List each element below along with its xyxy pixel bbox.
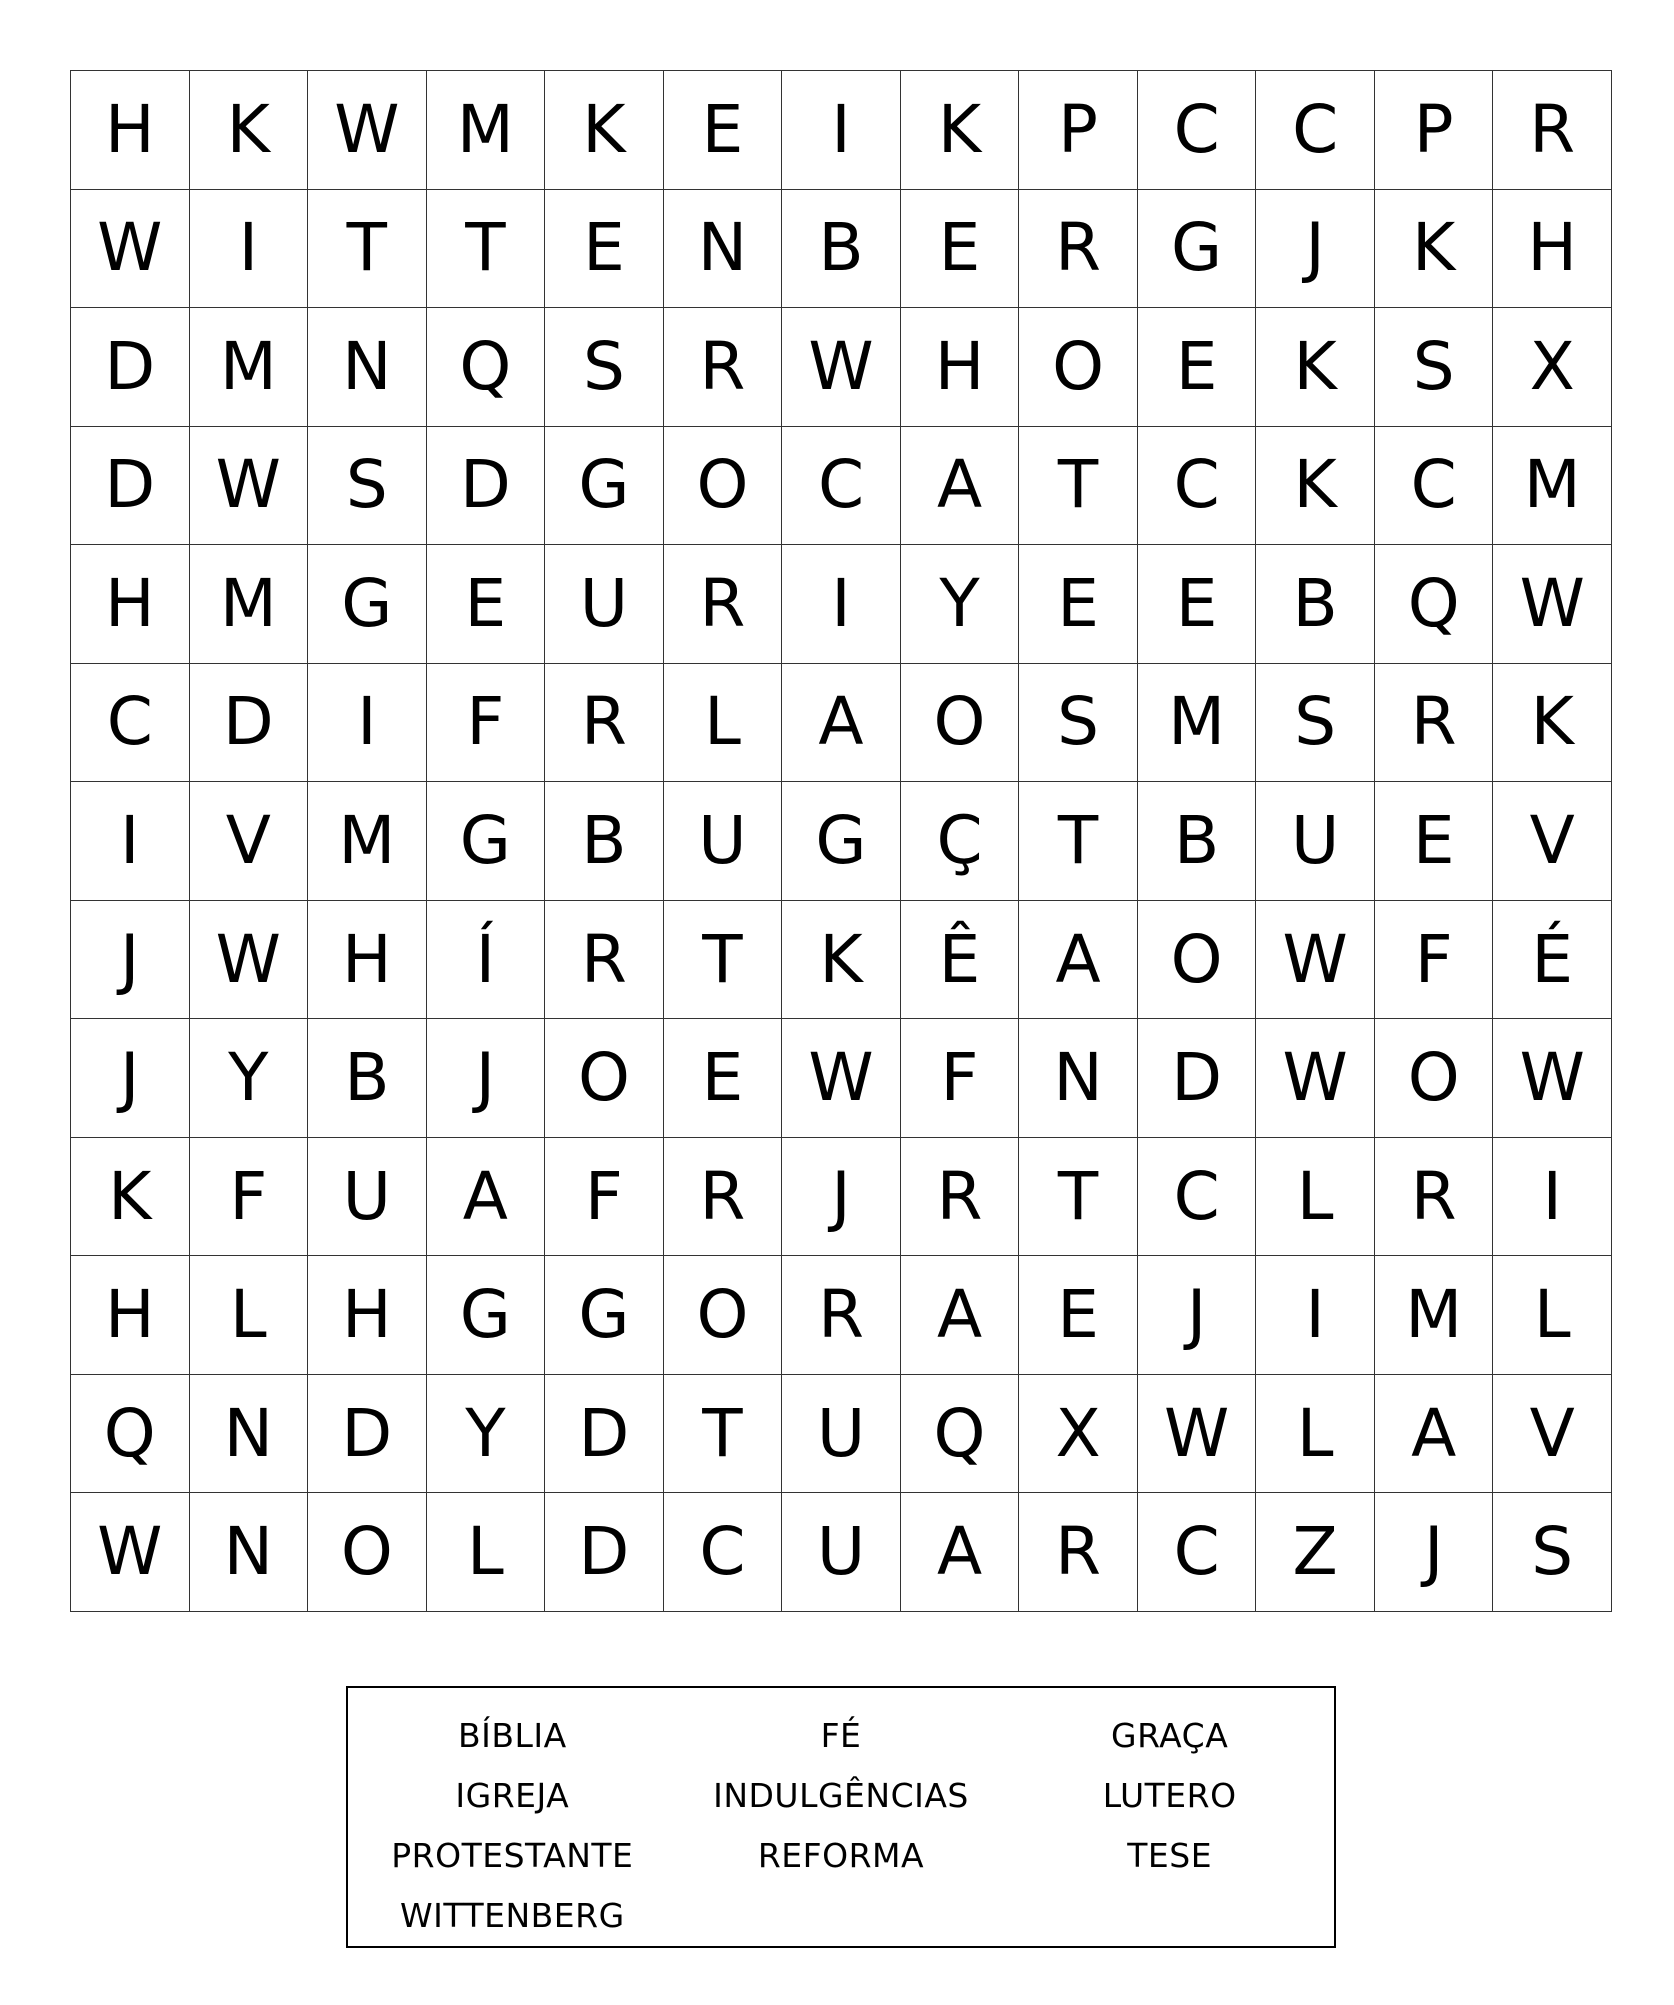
- grid-cell[interactable]: W: [782, 1019, 901, 1138]
- grid-cell[interactable]: F: [1375, 901, 1494, 1020]
- grid-cell[interactable]: S: [1256, 664, 1375, 783]
- grid-cell[interactable]: F: [427, 664, 546, 783]
- grid-cell[interactable]: Y: [190, 1019, 309, 1138]
- grid-cell[interactable]: O: [664, 1256, 783, 1375]
- grid-cell[interactable]: J: [782, 1138, 901, 1257]
- grid-cell[interactable]: T: [1019, 1138, 1138, 1257]
- grid-cell[interactable]: Y: [901, 545, 1020, 664]
- grid-cell[interactable]: I: [782, 71, 901, 190]
- grid-cell[interactable]: D: [71, 427, 190, 546]
- grid-cell[interactable]: W: [1493, 1019, 1612, 1138]
- grid-cell[interactable]: P: [1375, 71, 1494, 190]
- grid-cell[interactable]: A: [1019, 901, 1138, 1020]
- grid-cell[interactable]: C: [71, 664, 190, 783]
- grid-cell[interactable]: O: [664, 427, 783, 546]
- word-list-item: LUTERO: [1102, 1776, 1237, 1815]
- grid-cell[interactable]: S: [1375, 308, 1494, 427]
- grid-cell[interactable]: E: [901, 190, 1020, 309]
- grid-cell[interactable]: E: [1138, 308, 1257, 427]
- grid-cell[interactable]: K: [190, 71, 309, 190]
- grid-cell[interactable]: C: [782, 427, 901, 546]
- grid-cell[interactable]: A: [901, 427, 1020, 546]
- word-list-item: IGREJA: [455, 1776, 570, 1815]
- grid-cell[interactable]: T: [308, 190, 427, 309]
- grid-cell[interactable]: G: [1138, 190, 1257, 309]
- grid-cell[interactable]: L: [1256, 1138, 1375, 1257]
- grid-cell[interactable]: G: [545, 427, 664, 546]
- grid-cell[interactable]: B: [782, 190, 901, 309]
- grid-cell[interactable]: Q: [901, 1375, 1020, 1494]
- grid-cell[interactable]: G: [427, 1256, 546, 1375]
- grid-cell[interactable]: J: [1375, 1493, 1494, 1612]
- grid-cell[interactable]: H: [71, 1256, 190, 1375]
- grid-cell[interactable]: A: [901, 1493, 1020, 1612]
- grid-cell[interactable]: Ç: [901, 782, 1020, 901]
- grid-cell[interactable]: D: [308, 1375, 427, 1494]
- grid-cell[interactable]: G: [427, 782, 546, 901]
- grid-cell[interactable]: T: [664, 1375, 783, 1494]
- grid-cell[interactable]: U: [1256, 782, 1375, 901]
- grid-cell[interactable]: Í: [427, 901, 546, 1020]
- grid-cell[interactable]: M: [190, 545, 309, 664]
- grid-cell[interactable]: K: [1375, 190, 1494, 309]
- grid-cell[interactable]: J: [1256, 190, 1375, 309]
- grid-cell[interactable]: S: [1019, 664, 1138, 783]
- grid-cell[interactable]: E: [1019, 545, 1138, 664]
- grid-cell[interactable]: Q: [427, 308, 546, 427]
- grid-cell[interactable]: V: [1493, 782, 1612, 901]
- grid-cell[interactable]: J: [71, 1019, 190, 1138]
- grid-cell[interactable]: W: [1256, 1019, 1375, 1138]
- grid-cell[interactable]: R: [1019, 190, 1138, 309]
- grid-cell[interactable]: C: [1138, 1138, 1257, 1257]
- grid-cell[interactable]: R: [782, 1256, 901, 1375]
- grid-cell[interactable]: A: [901, 1256, 1020, 1375]
- grid-cell[interactable]: W: [190, 427, 309, 546]
- grid-cell[interactable]: D: [1138, 1019, 1257, 1138]
- grid-cell[interactable]: U: [782, 1493, 901, 1612]
- grid-cell[interactable]: K: [901, 71, 1020, 190]
- grid-cell[interactable]: I: [308, 664, 427, 783]
- grid-cell[interactable]: D: [71, 308, 190, 427]
- grid-cell[interactable]: K: [1256, 427, 1375, 546]
- grid-cell[interactable]: W: [1493, 545, 1612, 664]
- grid-cell[interactable]: U: [782, 1375, 901, 1494]
- grid-cell[interactable]: K: [1493, 664, 1612, 783]
- word-list-item: REFORMA: [757, 1836, 925, 1875]
- grid-cell[interactable]: F: [545, 1138, 664, 1257]
- grid-cell[interactable]: J: [1138, 1256, 1257, 1375]
- grid-cell[interactable]: H: [308, 901, 427, 1020]
- word-list-item: TESE: [1127, 1836, 1213, 1875]
- grid-cell[interactable]: W: [1256, 901, 1375, 1020]
- grid-cell[interactable]: Y: [427, 1375, 546, 1494]
- grid-cell[interactable]: M: [308, 782, 427, 901]
- grid-cell[interactable]: G: [782, 782, 901, 901]
- grid-cell[interactable]: R: [1019, 1493, 1138, 1612]
- grid-cell[interactable]: M: [427, 71, 546, 190]
- grid-cell[interactable]: U: [308, 1138, 427, 1257]
- grid-cell[interactable]: T: [1019, 427, 1138, 546]
- grid-cell[interactable]: H: [901, 308, 1020, 427]
- grid-cell[interactable]: T: [427, 190, 546, 309]
- grid-cell[interactable]: W: [308, 71, 427, 190]
- grid-cell[interactable]: K: [545, 71, 664, 190]
- grid-cell[interactable]: E: [664, 71, 783, 190]
- grid-cell[interactable]: W: [1138, 1375, 1257, 1494]
- grid-cell[interactable]: Z: [1256, 1493, 1375, 1612]
- grid-cell[interactable]: N: [190, 1375, 309, 1494]
- grid-cell[interactable]: Q: [71, 1375, 190, 1494]
- grid-cell[interactable]: I: [190, 190, 309, 309]
- grid-cell[interactable]: R: [664, 308, 783, 427]
- grid-cell[interactable]: S: [1493, 1493, 1612, 1612]
- grid-cell[interactable]: N: [664, 190, 783, 309]
- word-list-item: FÉ: [820, 1716, 862, 1755]
- grid-cell[interactable]: E: [545, 190, 664, 309]
- grid-cell[interactable]: W: [190, 901, 309, 1020]
- grid-cell[interactable]: I: [71, 782, 190, 901]
- grid-cell[interactable]: R: [545, 901, 664, 1020]
- grid-cell[interactable]: M: [1138, 664, 1257, 783]
- word-list-item: PROTESTANTE: [391, 1836, 634, 1875]
- grid-cell[interactable]: A: [1375, 1375, 1494, 1494]
- grid-cell[interactable]: R: [901, 1138, 1020, 1257]
- grid-cell[interactable]: X: [1493, 308, 1612, 427]
- grid-cell[interactable]: R: [545, 664, 664, 783]
- grid-cell[interactable]: L: [1493, 1256, 1612, 1375]
- grid-cell[interactable]: L: [664, 664, 783, 783]
- grid-cell[interactable]: K: [71, 1138, 190, 1257]
- grid-cell[interactable]: M: [1493, 427, 1612, 546]
- grid-cell[interactable]: U: [545, 545, 664, 664]
- grid-cell[interactable]: U: [664, 782, 783, 901]
- grid-cell[interactable]: B: [545, 782, 664, 901]
- grid-cell[interactable]: N: [308, 308, 427, 427]
- grid-cell[interactable]: W: [782, 308, 901, 427]
- grid-cell[interactable]: I: [1493, 1138, 1612, 1257]
- grid-cell[interactable]: L: [1256, 1375, 1375, 1494]
- grid-cell[interactable]: C: [1375, 427, 1494, 546]
- grid-cell[interactable]: H: [71, 545, 190, 664]
- grid-cell[interactable]: V: [190, 782, 309, 901]
- grid-cell[interactable]: G: [545, 1256, 664, 1375]
- grid-cell[interactable]: X: [1019, 1375, 1138, 1494]
- grid-cell[interactable]: E: [664, 1019, 783, 1138]
- grid-cell[interactable]: C: [1138, 1493, 1257, 1612]
- word-list-box: [346, 1686, 1336, 1948]
- grid-cell[interactable]: R: [1493, 71, 1612, 190]
- grid-cell[interactable]: H: [1493, 190, 1612, 309]
- grid-cell[interactable]: B: [1138, 782, 1257, 901]
- grid-cell[interactable]: O: [901, 664, 1020, 783]
- grid-cell[interactable]: W: [71, 190, 190, 309]
- grid-cell[interactable]: M: [1375, 1256, 1494, 1375]
- grid-cell[interactable]: G: [308, 545, 427, 664]
- grid-cell[interactable]: J: [427, 1019, 546, 1138]
- word-list: [348, 1706, 1334, 1946]
- grid-cell[interactable]: E: [427, 545, 546, 664]
- grid-cell[interactable]: N: [1019, 1019, 1138, 1138]
- grid-cell[interactable]: D: [545, 1493, 664, 1612]
- letter-grid: [70, 70, 1612, 1612]
- grid-cell[interactable]: T: [664, 901, 783, 1020]
- grid-cell[interactable]: L: [190, 1256, 309, 1375]
- grid-cell[interactable]: S: [308, 427, 427, 546]
- grid-cell[interactable]: O: [1019, 308, 1138, 427]
- grid-cell[interactable]: R: [664, 1138, 783, 1257]
- grid-cell[interactable]: B: [308, 1019, 427, 1138]
- grid-cell[interactable]: I: [1256, 1256, 1375, 1375]
- grid-cell[interactable]: K: [1256, 308, 1375, 427]
- word-list-item: BÍBLIA: [457, 1716, 567, 1755]
- grid-cell[interactable]: R: [1375, 1138, 1494, 1257]
- grid-cell[interactable]: P: [1019, 71, 1138, 190]
- word-list-item: WITTENBERG: [400, 1896, 625, 1935]
- grid-cell[interactable]: Ê: [901, 901, 1020, 1020]
- grid-cell[interactable]: S: [545, 308, 664, 427]
- grid-cell[interactable]: C: [1138, 427, 1257, 546]
- word-list-item: GRAÇA: [1111, 1716, 1229, 1755]
- grid-cell[interactable]: C: [1138, 71, 1257, 190]
- grid-cell[interactable]: C: [664, 1493, 783, 1612]
- grid-cell[interactable]: O: [308, 1493, 427, 1612]
- grid-cell[interactable]: Q: [1375, 545, 1494, 664]
- grid-cell[interactable]: C: [1256, 71, 1375, 190]
- grid-cell[interactable]: R: [664, 545, 783, 664]
- grid-cell[interactable]: T: [1019, 782, 1138, 901]
- grid-cell[interactable]: É: [1493, 901, 1612, 1020]
- grid-cell[interactable]: F: [190, 1138, 309, 1257]
- grid-cell[interactable]: A: [427, 1138, 546, 1257]
- grid-cell[interactable]: O: [1138, 901, 1257, 1020]
- grid-cell[interactable]: O: [545, 1019, 664, 1138]
- grid-cell[interactable]: O: [1375, 1019, 1494, 1138]
- grid-cell[interactable]: F: [901, 1019, 1020, 1138]
- grid-cell[interactable]: K: [782, 901, 901, 1020]
- grid-cell[interactable]: E: [1138, 545, 1257, 664]
- grid-cell[interactable]: B: [1256, 545, 1375, 664]
- grid-cell[interactable]: H: [71, 71, 190, 190]
- grid-cell[interactable]: N: [190, 1493, 309, 1612]
- grid-cell[interactable]: M: [190, 308, 309, 427]
- grid-cell[interactable]: V: [1493, 1375, 1612, 1494]
- grid-cell[interactable]: R: [1375, 664, 1494, 783]
- grid-cell[interactable]: W: [71, 1493, 190, 1612]
- grid-cell[interactable]: D: [545, 1375, 664, 1494]
- grid-cell[interactable]: A: [782, 664, 901, 783]
- grid-cell[interactable]: E: [1019, 1256, 1138, 1375]
- grid-cell[interactable]: L: [427, 1493, 546, 1612]
- grid-cell[interactable]: H: [308, 1256, 427, 1375]
- grid-cell[interactable]: I: [782, 545, 901, 664]
- grid-cell[interactable]: D: [190, 664, 309, 783]
- grid-cell[interactable]: J: [71, 901, 190, 1020]
- grid-cell[interactable]: E: [1375, 782, 1494, 901]
- word-list-item: INDULGÊNCIAS: [713, 1776, 969, 1815]
- grid-cell[interactable]: D: [427, 427, 546, 546]
